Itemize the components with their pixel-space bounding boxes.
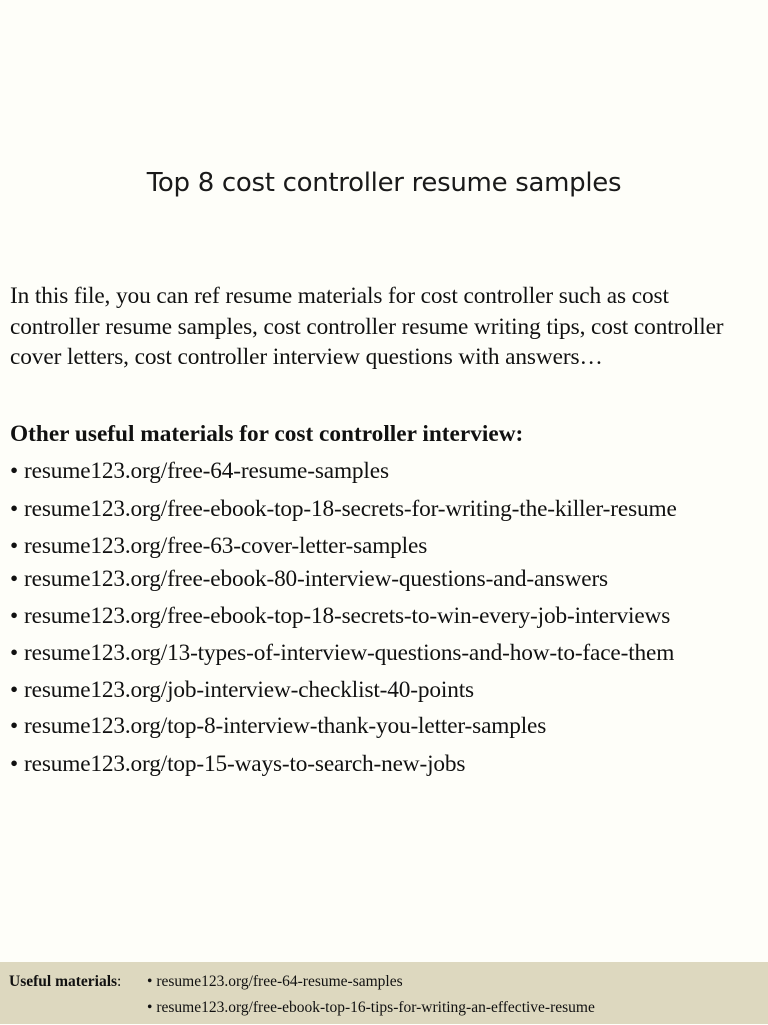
footer-bar bbox=[0, 962, 768, 1024]
bullet: • bbox=[10, 566, 19, 592]
footer-link-list bbox=[147, 973, 595, 1025]
resource-link[interactable]: resume123.org/free-64-resume-samples bbox=[24, 458, 389, 484]
bullet: • bbox=[147, 999, 153, 1016]
bullet: • bbox=[147, 973, 153, 990]
list-item bbox=[10, 566, 608, 593]
bullet: • bbox=[10, 603, 19, 629]
resource-link[interactable]: resume123.org/free-63-cover-letter-samples bbox=[24, 533, 428, 559]
bullet: • bbox=[10, 640, 19, 666]
bullet: • bbox=[10, 677, 19, 703]
materials-heading: Other useful materials for cost controller interview: bbox=[10, 421, 524, 447]
resource-link[interactable]: resume123.org/free-ebook-top-18-secrets-for-writing-the-killer-resume bbox=[24, 496, 677, 522]
list-item bbox=[10, 496, 677, 523]
page-title: Top 8 cost controller resume samples bbox=[146, 168, 622, 198]
bullet: • bbox=[10, 496, 19, 522]
intro-paragraph: In this file, you can ref resume materials for cost controller such as cost controller resume samples, cost controller resume writing tips, cost controller cover letters, cost controller interview questions with answers… bbox=[10, 283, 724, 370]
resource-link[interactable]: resume123.org/13-types-of-interview-questions-and-how-to-face-them bbox=[24, 640, 675, 666]
footer-list-item bbox=[147, 973, 595, 999]
list-item bbox=[10, 751, 465, 778]
list-item bbox=[10, 640, 674, 667]
bullet: • bbox=[10, 713, 19, 739]
list-item bbox=[10, 533, 427, 560]
list-item bbox=[10, 677, 474, 704]
resource-link[interactable]: resume123.org/free-ebook-80-interview-questions-and-answers bbox=[24, 566, 608, 592]
bullet: • bbox=[10, 458, 19, 484]
footer-label-separator: : bbox=[117, 973, 122, 990]
footer-label-text: Useful materials bbox=[9, 973, 118, 990]
resource-link[interactable]: resume123.org/top-8-interview-thank-you-letter-samples bbox=[24, 713, 547, 739]
footer-link[interactable]: resume123.org/free-ebook-top-16-tips-for-writing-an-effective-resume bbox=[156, 999, 595, 1016]
resource-link[interactable]: resume123.org/free-ebook-top-18-secrets-to-win-every-job-interviews bbox=[24, 603, 671, 629]
list-item bbox=[10, 458, 389, 485]
resource-link[interactable]: resume123.org/job-interview-checklist-40-points bbox=[24, 677, 474, 703]
resource-link[interactable]: resume123.org/top-15-ways-to-search-new-jobs bbox=[24, 751, 466, 777]
footer-label bbox=[9, 973, 121, 991]
bullet: • bbox=[10, 533, 19, 559]
list-item bbox=[10, 603, 670, 630]
footer-link[interactable]: resume123.org/free-64-resume-samples bbox=[156, 973, 403, 990]
list-item bbox=[10, 713, 546, 740]
footer-list-item bbox=[147, 999, 595, 1025]
bullet: • bbox=[10, 751, 19, 777]
